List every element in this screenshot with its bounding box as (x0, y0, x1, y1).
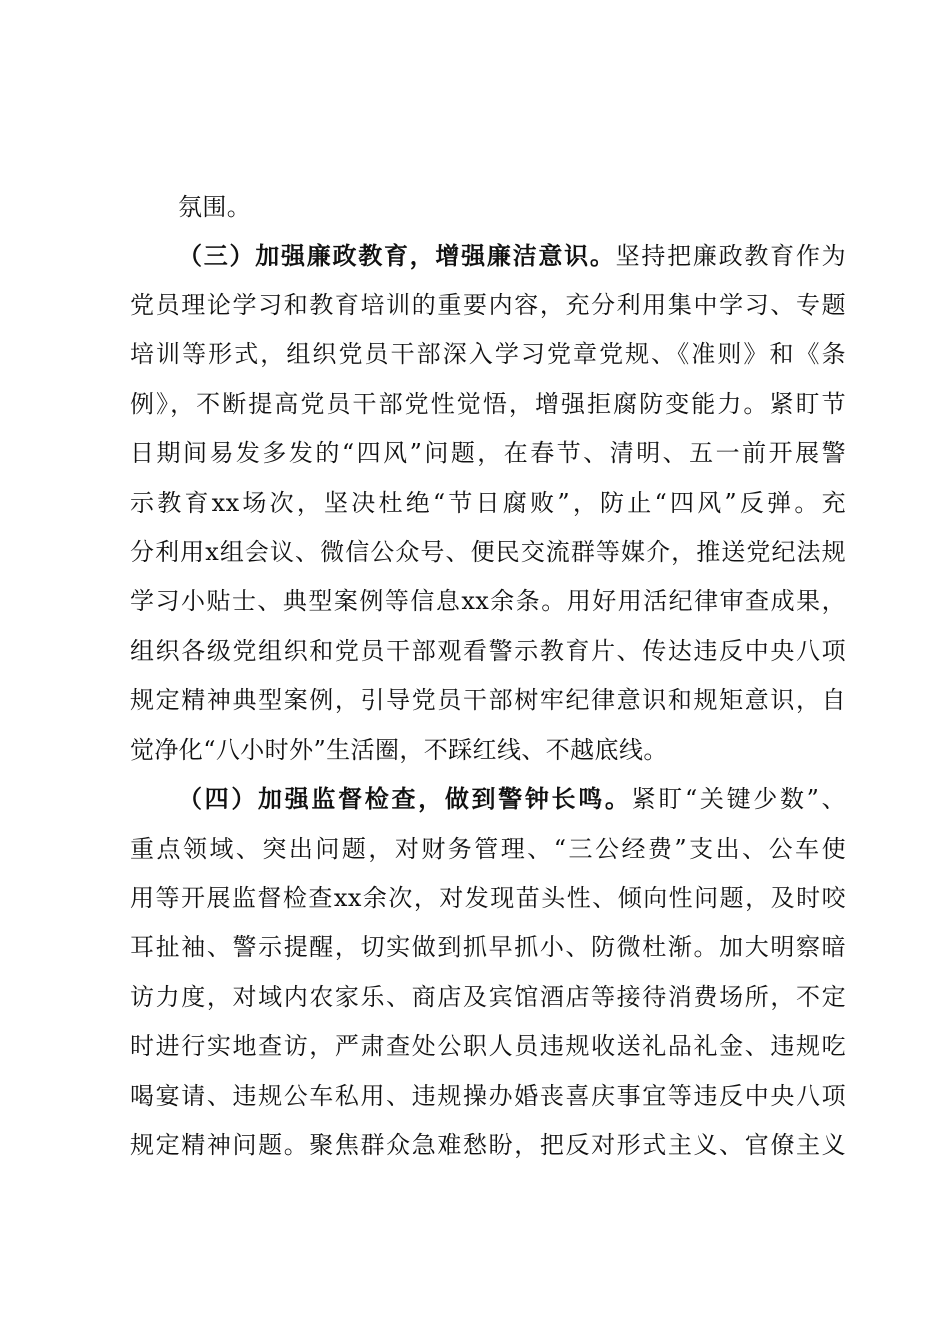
intro-line: 氛围。 (178, 193, 252, 221)
paragraph-line: 分利用x组会议、微信公众号、便民交流群等媒介，推送党纪法规 (130, 538, 846, 566)
paragraph-line: 党员理论学习和教育培训的重要内容，充分利用集中学习、专题 (130, 291, 846, 319)
paragraph-line: 用等开展监督检查xx余次，对发现苗头性、倾向性问题，及时咬 (130, 884, 846, 912)
paragraph-line: 规定精神典型案例，引导党员干部树牢纪律意识和规矩意识，自 (130, 686, 846, 714)
paragraph-line: 例》，不断提高党员干部党性觉悟，增强拒腐防变能力。紧盯节 (130, 390, 846, 418)
section4-heading: （四）加强监督检查，做到警钟长鸣。 (178, 784, 632, 813)
section3-first-line (178, 236, 846, 276)
paragraph-line: 日期间易发多发的“四风”问题，在春节、清明、五一前开展警 (130, 439, 846, 467)
paragraph-line: 耳扯袖、警示提醒，切实做到抓早抓小、防微杜渐。加大明察暗 (130, 933, 846, 961)
paragraph-line: 示教育xx场次，坚决杜绝“节日腐败”，防止“四风”反弹。充 (130, 489, 846, 517)
paragraph-line: 组织各级党组织和党员干部观看警示教育片、传达违反中央八项 (130, 637, 846, 665)
paragraph-line: 觉净化“八小时外”生活圈，不踩红线、不越底线。 (130, 736, 668, 764)
paragraph-line: 时进行实地查访，严肃查处公职人员违规收送礼品礼金、违规吃 (130, 1032, 846, 1060)
section4-first-line (178, 779, 846, 819)
paragraph-line: 学习小贴士、典型案例等信息xx余条。用好用活纪律审查成果， (130, 587, 846, 615)
paragraph-line: 规定精神问题。聚焦群众急难愁盼，把反对形式主义、官僚主义 (130, 1131, 846, 1159)
section4-line-text: 紧盯“关键少数”、 (631, 785, 846, 813)
section3-heading: （三）加强廉政教育，增强廉洁意识。 (178, 241, 616, 270)
paragraph-line: 访力度，对域内农家乐、商店及宾馆酒店等接待消费场所，不定 (130, 983, 846, 1011)
paragraph-line: 培训等形式，组织党员干部深入学习党章党规、《准则》和《条 (130, 340, 846, 368)
paragraph-line: 重点领域、突出问题，对财务管理、“三公经费”支出、公车使 (130, 835, 846, 863)
paragraph-line: 喝宴请、违规公车私用、违规操办婚丧喜庆事宜等违反中央八项 (130, 1082, 846, 1110)
section3-line-text: 坚持把廉政教育作为 (615, 242, 846, 270)
